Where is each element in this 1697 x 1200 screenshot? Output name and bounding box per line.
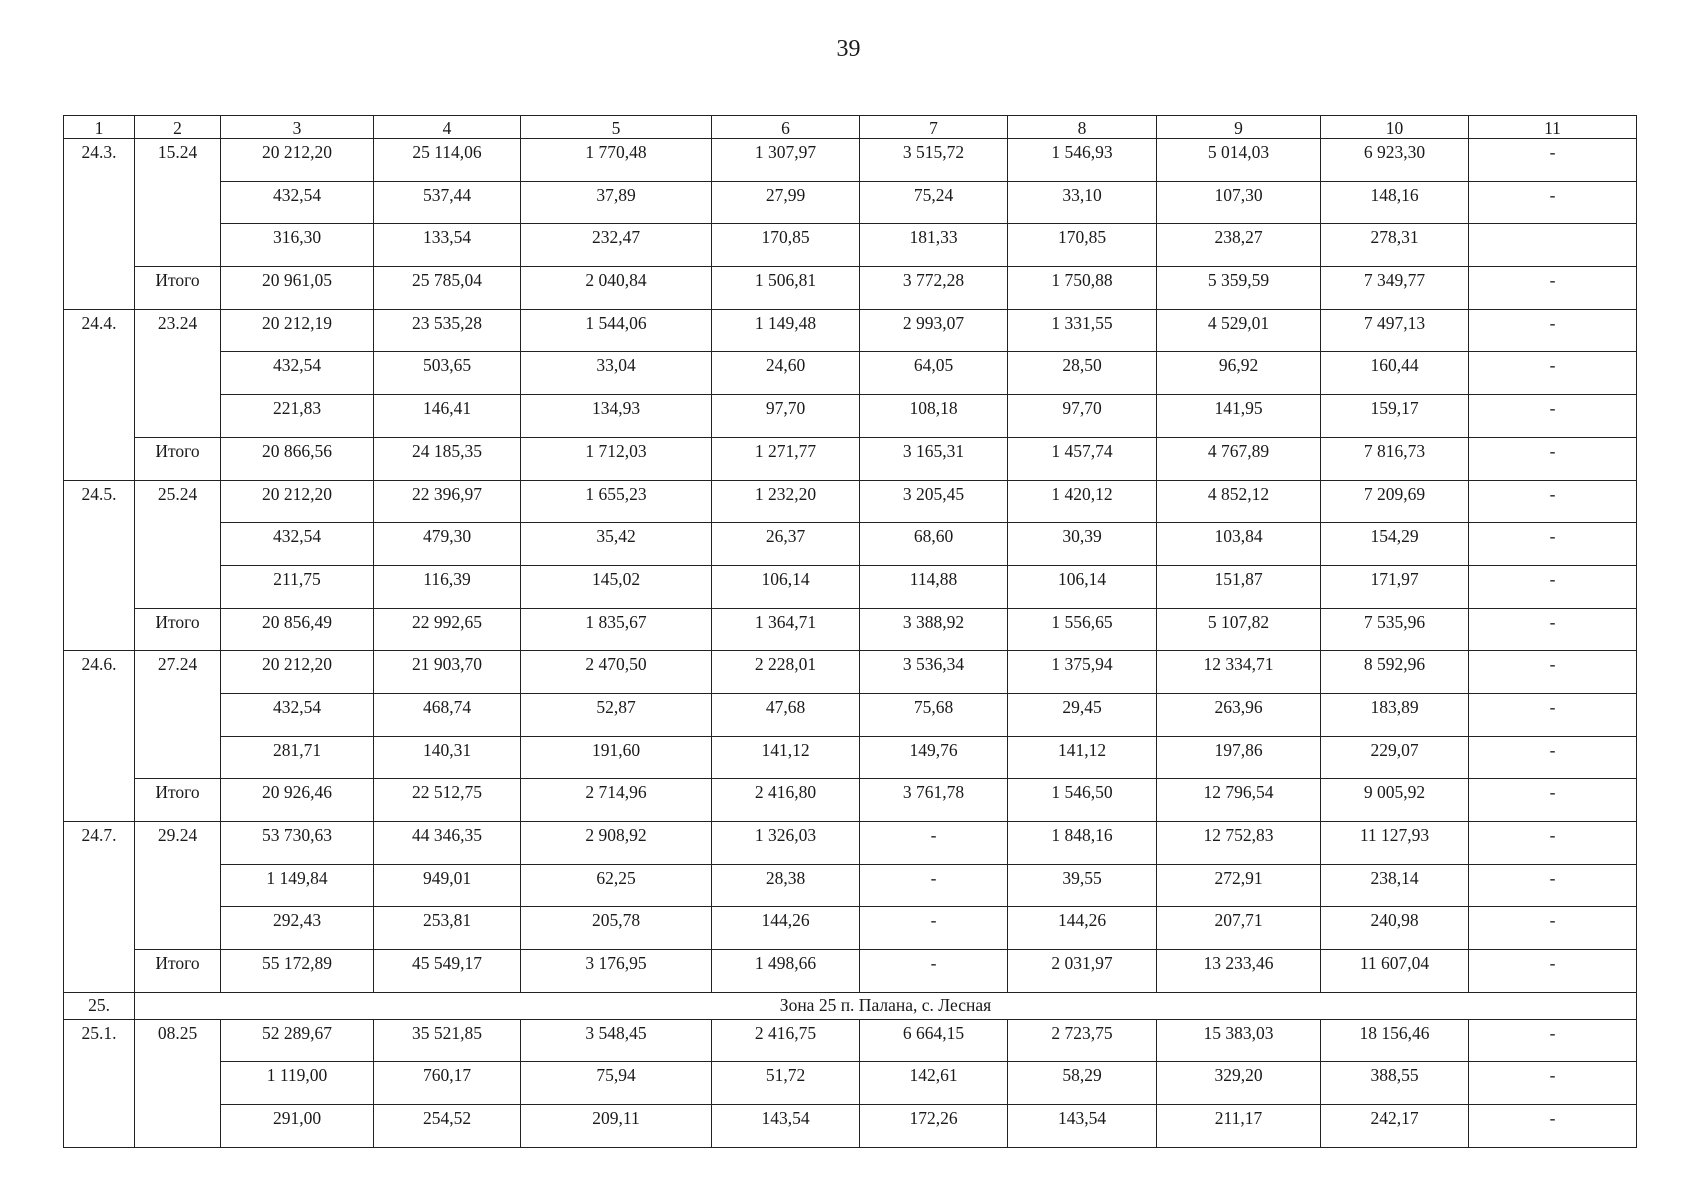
table-row: [64, 864, 1637, 907]
table-cell: 13 233,46: [1157, 950, 1321, 993]
table-cell: 232,47: [521, 224, 712, 267]
table-cell: 141,12: [712, 736, 860, 779]
column-header: 11: [1469, 116, 1637, 139]
row-code: 23.24: [135, 309, 221, 437]
table-cell: 479,30: [374, 523, 521, 566]
table-cell: 3 388,92: [860, 608, 1008, 651]
total-label: Итого: [135, 779, 221, 822]
table-cell: 3 165,31: [860, 437, 1008, 480]
table-cell: 64,05: [860, 352, 1008, 395]
table-cell: -: [1469, 1019, 1637, 1062]
total-row: [64, 779, 1637, 822]
table-cell: 292,43: [221, 907, 374, 950]
table-cell: 1 271,77: [712, 437, 860, 480]
table-cell: 211,17: [1157, 1105, 1321, 1148]
table-cell: 3 548,45: [521, 1019, 712, 1062]
table-cell: 114,88: [860, 565, 1008, 608]
table-cell: 1 556,65: [1008, 608, 1157, 651]
row-code: 27.24: [135, 651, 221, 779]
table-cell: 238,27: [1157, 224, 1321, 267]
table-cell: 432,54: [221, 523, 374, 566]
table-cell: 75,68: [860, 693, 1008, 736]
table-cell: 9 005,92: [1321, 779, 1469, 822]
table-cell: 27,99: [712, 181, 860, 224]
table-cell: 6 664,15: [860, 1019, 1008, 1062]
zone-id: 25.: [64, 992, 135, 1019]
table-row: [64, 565, 1637, 608]
row-id: 24.3.: [64, 139, 135, 310]
table-cell: 4 529,01: [1157, 309, 1321, 352]
table-cell: 8 592,96: [1321, 651, 1469, 694]
table-cell: [1469, 224, 1637, 267]
table-cell: 39,55: [1008, 864, 1157, 907]
table-cell: 2 416,75: [712, 1019, 860, 1062]
table-cell: 316,30: [221, 224, 374, 267]
table-cell: 2 993,07: [860, 309, 1008, 352]
table-cell: -: [1469, 181, 1637, 224]
table-row: [64, 736, 1637, 779]
table-cell: -: [1469, 1062, 1637, 1105]
table-cell: 229,07: [1321, 736, 1469, 779]
tariff-table: [63, 115, 1637, 1148]
table-cell: 75,24: [860, 181, 1008, 224]
table-row: [64, 480, 1637, 523]
table-cell: 1 364,71: [712, 608, 860, 651]
table-cell: -: [1469, 736, 1637, 779]
table-cell: 26,37: [712, 523, 860, 566]
table-cell: 388,55: [1321, 1062, 1469, 1105]
table-cell: 432,54: [221, 181, 374, 224]
table-cell: 20 926,46: [221, 779, 374, 822]
table-cell: 2 040,84: [521, 267, 712, 310]
table-cell: 172,26: [860, 1105, 1008, 1148]
table-cell: 44 346,35: [374, 822, 521, 865]
column-header: 2: [135, 116, 221, 139]
table-cell: 3 176,95: [521, 950, 712, 993]
table-cell: 145,02: [521, 565, 712, 608]
table-row: [64, 224, 1637, 267]
table-cell: 20 866,56: [221, 437, 374, 480]
row-code: 29.24: [135, 822, 221, 950]
table-cell: 108,18: [860, 395, 1008, 438]
table-cell: 35 521,85: [374, 1019, 521, 1062]
column-header: 7: [860, 116, 1008, 139]
table-cell: 20 212,20: [221, 480, 374, 523]
table-cell: 103,84: [1157, 523, 1321, 566]
table-cell: 96,92: [1157, 352, 1321, 395]
table-cell: -: [1469, 651, 1637, 694]
table-cell: 12 752,83: [1157, 822, 1321, 865]
table-cell: 170,85: [712, 224, 860, 267]
table-cell: 181,33: [860, 224, 1008, 267]
table-cell: 35,42: [521, 523, 712, 566]
table-cell: 25 785,04: [374, 267, 521, 310]
row-code: 25.24: [135, 480, 221, 608]
table-cell: -: [1469, 950, 1637, 993]
table-cell: 20 961,05: [221, 267, 374, 310]
table-cell: 143,54: [1008, 1105, 1157, 1148]
table-cell: 141,95: [1157, 395, 1321, 438]
table-cell: 1 420,12: [1008, 480, 1157, 523]
table-cell: 2 228,01: [712, 651, 860, 694]
table-cell: 7 349,77: [1321, 267, 1469, 310]
table-row: [64, 139, 1637, 182]
row-code: 15.24: [135, 139, 221, 267]
table-cell: 154,29: [1321, 523, 1469, 566]
table-row: [64, 822, 1637, 865]
table-cell: 432,54: [221, 693, 374, 736]
table-cell: 2 031,97: [1008, 950, 1157, 993]
table-cell: 760,17: [374, 1062, 521, 1105]
table-cell: 144,26: [1008, 907, 1157, 950]
table-cell: -: [1469, 907, 1637, 950]
table-row: [64, 1019, 1637, 1062]
table-cell: -: [1469, 608, 1637, 651]
row-id: 24.7.: [64, 822, 135, 993]
table-cell: -: [1469, 309, 1637, 352]
table-cell: 1 544,06: [521, 309, 712, 352]
table-cell: -: [860, 950, 1008, 993]
table-cell: 2 908,92: [521, 822, 712, 865]
table-cell: 52 289,67: [221, 1019, 374, 1062]
zone-row: [64, 992, 1637, 1019]
table-cell: 47,68: [712, 693, 860, 736]
table-cell: 1 498,66: [712, 950, 860, 993]
table-cell: 329,20: [1157, 1062, 1321, 1105]
table-cell: 20 856,49: [221, 608, 374, 651]
table-cell: 3 205,45: [860, 480, 1008, 523]
table-cell: 24 185,35: [374, 437, 521, 480]
table-cell: 211,75: [221, 565, 374, 608]
table-cell: 97,70: [1008, 395, 1157, 438]
table-cell: 30,39: [1008, 523, 1157, 566]
table-cell: 1 149,48: [712, 309, 860, 352]
table-cell: 197,86: [1157, 736, 1321, 779]
table-cell: -: [860, 864, 1008, 907]
table-cell: 11 607,04: [1321, 950, 1469, 993]
row-id: 25.1.: [64, 1019, 135, 1147]
table-cell: -: [860, 822, 1008, 865]
table-cell: 272,91: [1157, 864, 1321, 907]
table-cell: 1 835,67: [521, 608, 712, 651]
table-cell: -: [1469, 352, 1637, 395]
table-cell: 55 172,89: [221, 950, 374, 993]
table-cell: -: [1469, 864, 1637, 907]
table-cell: 1 375,94: [1008, 651, 1157, 694]
total-label: Итого: [135, 950, 221, 993]
table-cell: 141,12: [1008, 736, 1157, 779]
table-cell: 29,45: [1008, 693, 1157, 736]
table-cell: 503,65: [374, 352, 521, 395]
table-cell: 20 212,20: [221, 651, 374, 694]
page-number: 39: [836, 36, 861, 62]
table-cell: 28,38: [712, 864, 860, 907]
table-cell: 2 470,50: [521, 651, 712, 694]
row-id: 24.6.: [64, 651, 135, 822]
column-header: 4: [374, 116, 521, 139]
table-row: [64, 907, 1637, 950]
table-cell: 160,44: [1321, 352, 1469, 395]
table-cell: -: [1469, 822, 1637, 865]
table-cell: 278,31: [1321, 224, 1469, 267]
table-cell: 53 730,63: [221, 822, 374, 865]
table-cell: 140,31: [374, 736, 521, 779]
column-header: 5: [521, 116, 712, 139]
table-cell: 22 992,65: [374, 608, 521, 651]
table-row: [64, 651, 1637, 694]
table-cell: 7 497,13: [1321, 309, 1469, 352]
table-cell: 7 816,73: [1321, 437, 1469, 480]
table-cell: -: [860, 907, 1008, 950]
table-cell: 1 770,48: [521, 139, 712, 182]
table-cell: 253,81: [374, 907, 521, 950]
table-cell: 58,29: [1008, 1062, 1157, 1105]
table-row: [64, 181, 1637, 224]
table-cell: 6 923,30: [1321, 139, 1469, 182]
table-cell: 134,93: [521, 395, 712, 438]
total-row: [64, 437, 1637, 480]
table-cell: -: [1469, 437, 1637, 480]
table-cell: 221,83: [221, 395, 374, 438]
table-cell: 133,54: [374, 224, 521, 267]
table-cell: 37,89: [521, 181, 712, 224]
table-cell: 62,25: [521, 864, 712, 907]
table-cell: 5 359,59: [1157, 267, 1321, 310]
row-code: 08.25: [135, 1019, 221, 1147]
table-cell: 144,26: [712, 907, 860, 950]
total-label: Итого: [135, 267, 221, 310]
table-cell: 209,11: [521, 1105, 712, 1148]
table-cell: 1 750,88: [1008, 267, 1157, 310]
table-cell: 18 156,46: [1321, 1019, 1469, 1062]
table-cell: 1 331,55: [1008, 309, 1157, 352]
table-row: [64, 395, 1637, 438]
table-cell: 20 212,20: [221, 139, 374, 182]
table-cell: 183,89: [1321, 693, 1469, 736]
table-cell: 468,74: [374, 693, 521, 736]
table-cell: 106,14: [1008, 565, 1157, 608]
column-header: 1: [64, 116, 135, 139]
row-id: 24.5.: [64, 480, 135, 651]
column-header: 6: [712, 116, 860, 139]
total-row: [64, 950, 1637, 993]
column-header: 8: [1008, 116, 1157, 139]
table-cell: 97,70: [712, 395, 860, 438]
table-cell: 1 232,20: [712, 480, 860, 523]
table-cell: 33,10: [1008, 181, 1157, 224]
column-header: 3: [221, 116, 374, 139]
table-cell: -: [1469, 779, 1637, 822]
table-cell: 191,60: [521, 736, 712, 779]
table-cell: 52,87: [521, 693, 712, 736]
table-row: [64, 1105, 1637, 1148]
table-cell: 75,94: [521, 1062, 712, 1105]
table-cell: 107,30: [1157, 181, 1321, 224]
table-cell: -: [1469, 139, 1637, 182]
table-cell: 151,87: [1157, 565, 1321, 608]
table-cell: 170,85: [1008, 224, 1157, 267]
table-cell: 1 546,50: [1008, 779, 1157, 822]
table-cell: 2 723,75: [1008, 1019, 1157, 1062]
table-cell: 3 772,28: [860, 267, 1008, 310]
table-cell: 240,98: [1321, 907, 1469, 950]
table-cell: 23 535,28: [374, 309, 521, 352]
table-cell: 4 767,89: [1157, 437, 1321, 480]
table-cell: 207,71: [1157, 907, 1321, 950]
table-cell: 106,14: [712, 565, 860, 608]
table-row: [64, 1062, 1637, 1105]
table-cell: 24,60: [712, 352, 860, 395]
table-cell: 116,39: [374, 565, 521, 608]
table-cell: 5 107,82: [1157, 608, 1321, 651]
table-cell: 22 396,97: [374, 480, 521, 523]
table-row: [64, 352, 1637, 395]
table-cell: 5 014,03: [1157, 139, 1321, 182]
total-row: [64, 267, 1637, 310]
table-cell: 22 512,75: [374, 779, 521, 822]
table-cell: 20 212,19: [221, 309, 374, 352]
table-cell: 171,97: [1321, 565, 1469, 608]
table-cell: -: [1469, 565, 1637, 608]
table-cell: 1 149,84: [221, 864, 374, 907]
total-label: Итого: [135, 437, 221, 480]
table-cell: 2 714,96: [521, 779, 712, 822]
table-cell: 33,04: [521, 352, 712, 395]
table-cell: 142,61: [860, 1062, 1008, 1105]
table-cell: 432,54: [221, 352, 374, 395]
table-cell: 45 549,17: [374, 950, 521, 993]
table-cell: 2 416,80: [712, 779, 860, 822]
table-cell: 1 326,03: [712, 822, 860, 865]
row-id: 24.4.: [64, 309, 135, 480]
table-cell: 159,17: [1321, 395, 1469, 438]
table-row: [64, 309, 1637, 352]
table-cell: 146,41: [374, 395, 521, 438]
table-cell: -: [1469, 480, 1637, 523]
table-cell: 1 457,74: [1008, 437, 1157, 480]
table-cell: -: [1469, 395, 1637, 438]
total-label: Итого: [135, 608, 221, 651]
table-cell: 291,00: [221, 1105, 374, 1148]
table-cell: 1 506,81: [712, 267, 860, 310]
table-cell: 1 546,93: [1008, 139, 1157, 182]
table-cell: 148,16: [1321, 181, 1469, 224]
table-cell: 254,52: [374, 1105, 521, 1148]
zone-title: Зона 25 п. Палана, с. Лесная: [135, 992, 1637, 1019]
table-cell: 205,78: [521, 907, 712, 950]
table-cell: 12 334,71: [1157, 651, 1321, 694]
table-cell: -: [1469, 267, 1637, 310]
table-cell: 25 114,06: [374, 139, 521, 182]
table-cell: -: [1469, 1105, 1637, 1148]
table-row: [64, 523, 1637, 566]
table-cell: 1 655,23: [521, 480, 712, 523]
table-cell: 4 852,12: [1157, 480, 1321, 523]
header-row: [64, 116, 1637, 139]
total-row: [64, 608, 1637, 651]
table-cell: 1 307,97: [712, 139, 860, 182]
table-cell: 238,14: [1321, 864, 1469, 907]
table-cell: 3 515,72: [860, 139, 1008, 182]
table-cell: 281,71: [221, 736, 374, 779]
column-header: 10: [1321, 116, 1469, 139]
table-cell: 949,01: [374, 864, 521, 907]
table-cell: 11 127,93: [1321, 822, 1469, 865]
table-cell: 3 761,78: [860, 779, 1008, 822]
column-header: 9: [1157, 116, 1321, 139]
table-cell: 51,72: [712, 1062, 860, 1105]
table-cell: 7 209,69: [1321, 480, 1469, 523]
table-cell: 28,50: [1008, 352, 1157, 395]
table-cell: 1 712,03: [521, 437, 712, 480]
table-cell: 3 536,34: [860, 651, 1008, 694]
table-cell: 21 903,70: [374, 651, 521, 694]
table-cell: 537,44: [374, 181, 521, 224]
table-cell: 242,17: [1321, 1105, 1469, 1148]
table-cell: 12 796,54: [1157, 779, 1321, 822]
table-cell: -: [1469, 523, 1637, 566]
table-cell: 143,54: [712, 1105, 860, 1148]
table-cell: 15 383,03: [1157, 1019, 1321, 1062]
table-row: [64, 693, 1637, 736]
table-cell: 1 119,00: [221, 1062, 374, 1105]
table-cell: -: [1469, 693, 1637, 736]
table-cell: 1 848,16: [1008, 822, 1157, 865]
table-cell: 68,60: [860, 523, 1008, 566]
table-cell: 149,76: [860, 736, 1008, 779]
table-cell: 7 535,96: [1321, 608, 1469, 651]
table-cell: 263,96: [1157, 693, 1321, 736]
